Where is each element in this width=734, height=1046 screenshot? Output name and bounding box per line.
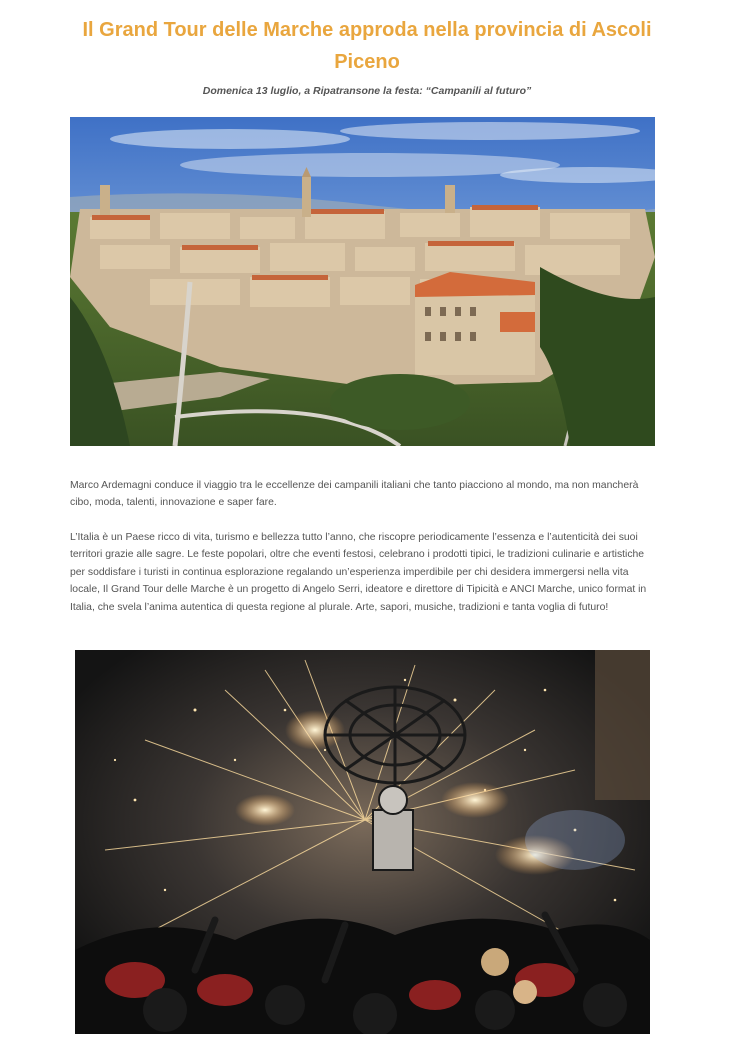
- body-paragraph: L’Italia è un Paese ricco di vita, turismo e bellezza tutto l’anno, che riscopre periodicamente l’essenza e l’autenticità dei suoi territori grazie alle sagre. Le feste popolari, oltre che eventi festosi, celebrano i prodotti tipici, le tradizioni culinarie e artistiche per soddisfare i turisti in continua esplorazione regalando un’esperienza imperdibile per chi desidera immergersi nella vita locale, Il Grand Tour delle Marche è un progetto di Angelo Serri, ideatore e direttore di Tipicità e ANCI Marche, unico format in Italia, che svela l’anima autentica di questa regione al plurale. Arte, sapori, musiche, tradizioni e tanta voglia di futuro!: [70, 532, 647, 613]
- fireworks-festival-photo: [75, 650, 650, 1034]
- intro-paragraph: Marco Ardemagni conduce il viaggio tra le eccellenze dei campanili italiani che tanto piacciono al mondo, ma non mancherà cibo, moda, talenti, innovazione e saper fare.: [70, 480, 639, 509]
- article-subheadline: Domenica 13 luglio, a Ripatransone la festa: “Campanili al futuro”: [202, 85, 532, 97]
- article-headline: Il Grand Tour delle Marche approda nella provincia di Ascoli Piceno: [82, 19, 652, 73]
- aerial-town-photo: [70, 117, 655, 446]
